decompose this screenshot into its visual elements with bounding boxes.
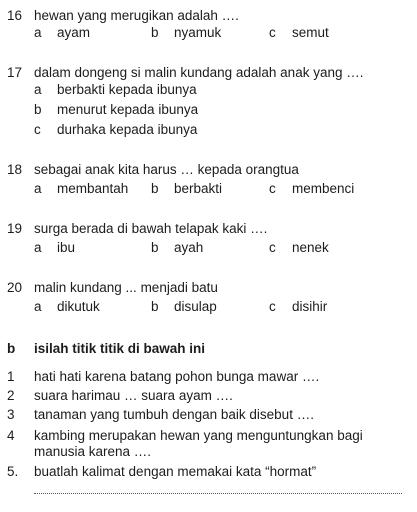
- question-18-option-c-letter: c: [269, 181, 276, 196]
- question-17-option-a-letter: a: [34, 82, 42, 97]
- question-19-option-b: ayah: [174, 240, 204, 255]
- question-16-number: 16: [7, 8, 23, 23]
- fill-item-5-text: buatlah kalimat dengan memakai kata “hormat”: [34, 464, 317, 479]
- question-20-option-b-letter: b: [151, 299, 159, 314]
- question-20-option-c-letter: c: [269, 299, 276, 314]
- fill-item-1-text: hati hati karena batang pohon bunga mawar ….: [34, 369, 320, 384]
- question-16-option-c: semut: [292, 25, 329, 40]
- fill-item-2-number: 2: [7, 388, 15, 403]
- question-20-option-a-letter: a: [34, 299, 42, 314]
- fill-item-3-number: 3: [7, 407, 15, 422]
- question-19-option-c-letter: c: [269, 240, 276, 255]
- question-19-number: 19: [7, 221, 23, 236]
- question-20-option-c: disihir: [292, 299, 328, 314]
- question-17-number: 17: [7, 65, 23, 80]
- question-16-option-c-letter: c: [269, 25, 276, 40]
- question-17-option-b: menurut kepada ibunya: [57, 102, 199, 117]
- question-19-option-a-letter: a: [34, 240, 42, 255]
- fill-item-4-number: 4: [7, 428, 15, 443]
- question-18-option-c: membenci: [292, 181, 355, 196]
- answer-dotted-line: [34, 493, 402, 494]
- question-16-option-a: ayam: [57, 25, 91, 40]
- question-17-option-c: durhaka kepada ibunya: [57, 122, 198, 137]
- fill-item-4-text: kambing merupakan hewan yang menguntungkan bagi: [34, 428, 363, 443]
- question-20-option-a: dikutuk: [57, 299, 100, 314]
- fill-item-5-number: 5.: [7, 464, 19, 479]
- question-18-option-a-letter: a: [34, 181, 42, 196]
- fill-item-4-text-continued: manusia karena ….: [34, 444, 152, 459]
- question-16-text: hewan yang merugikan adalah ….: [34, 8, 239, 23]
- question-18-option-b: berbakti: [174, 181, 223, 196]
- question-16-option-b: nyamuk: [174, 25, 222, 40]
- question-17-text: dalam dongeng si malin kundang adalah anak yang ….: [34, 65, 364, 80]
- question-16-option-a-letter: a: [34, 25, 42, 40]
- fill-item-2-text: suara harimau … suara ayam ….: [34, 388, 233, 403]
- question-17-option-c-letter: c: [34, 122, 41, 137]
- section-b-letter: b: [7, 341, 16, 356]
- question-20-number: 20: [7, 280, 23, 295]
- question-18-option-a: membantah: [57, 181, 129, 196]
- question-19-option-b-letter: b: [151, 240, 159, 255]
- question-19-option-a: ibu: [57, 240, 76, 255]
- question-20-text: malin kundang ... menjadi batu: [34, 280, 218, 295]
- question-18-text: sebagai anak kita harus … kepada orangtua: [34, 162, 299, 177]
- question-17-option-b-letter: b: [34, 102, 42, 117]
- question-20-option-b: disulap: [174, 299, 217, 314]
- question-16-option-b-letter: b: [151, 25, 159, 40]
- question-18-option-b-letter: b: [151, 181, 159, 196]
- fill-item-3-text: tanaman yang tumbuh dengan baik disebut ….: [34, 407, 314, 422]
- fill-item-1-number: 1: [7, 369, 15, 384]
- question-19-text: surga berada di bawah telapak kaki ….: [34, 221, 268, 236]
- question-17-option-a: berbakti kepada ibunya: [57, 82, 197, 97]
- section-b-title: isilah titik titik di bawah ini: [34, 341, 206, 356]
- question-18-number: 18: [7, 162, 23, 177]
- question-19-option-c: nenek: [292, 240, 329, 255]
